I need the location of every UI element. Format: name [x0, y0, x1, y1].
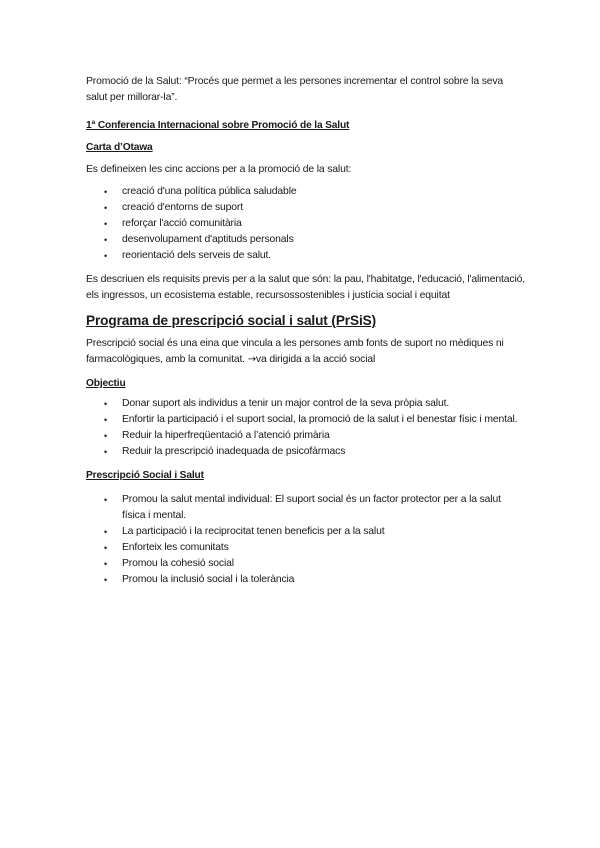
right-arrow-icon: →	[247, 354, 256, 365]
bullet-icon: •	[104, 431, 108, 441]
bullet-icon: •	[104, 495, 108, 505]
list-item: • Reduir la hiperfreqüentació a l’atenció primària	[86, 428, 526, 444]
list-item: • Enfortir la participació i el suport social, la promoció de la salut i el benestar físic i mental.	[86, 412, 526, 428]
bullet-icon: •	[104, 543, 108, 553]
bullet-icon: •	[104, 251, 108, 261]
list-item: • Promou la inclusió social i la tolerància	[86, 572, 526, 588]
conference-heading: 1ª Conferencia Internacional sobre Promoció de la Salut	[86, 120, 350, 131]
social-list	[86, 492, 526, 588]
bullet-icon: •	[104, 219, 108, 229]
social-heading: Prescripció Social i Salut	[86, 470, 204, 481]
bullet-icon: •	[104, 527, 108, 537]
bullet-icon: •	[104, 187, 108, 197]
list-item: • reforçar l'acció comunitària	[86, 216, 526, 232]
bullet-icon: •	[104, 559, 108, 569]
intro-paragraph: Promoció de la Salut: “Procés que permet a les persones incrementar el control sobre la seva salut per millorar-la”.	[86, 76, 504, 103]
actions-list	[86, 184, 526, 264]
bullet-icon: •	[104, 575, 108, 585]
list-item: • creació d'entorns de suport	[86, 200, 526, 216]
bullet-icon: •	[104, 203, 108, 213]
list-item: • creació d'una política pública saludable	[86, 184, 526, 200]
objective-heading: Objectiu	[86, 378, 126, 389]
document-body	[86, 74, 526, 588]
list-item: • Promou la cohesió social	[86, 556, 526, 572]
bullet-icon: •	[104, 235, 108, 245]
bullet-icon: •	[104, 447, 108, 457]
list-item: • Donar suport als individus a tenir un major control de la seva pròpia salut.	[86, 396, 526, 412]
list-item: • reorientació dels serveis de salut.	[86, 248, 526, 264]
program-description: Prescripció social és una eina que vincula a les persones amb fonts de suport no mèdiques ni farmacològiques, amb la comunitat. →va dirigida a la acció social	[86, 338, 504, 365]
charter-intro: Es defineixen les cinc accions per a la promoció de la salut:	[86, 164, 352, 175]
list-item: • La participació i la reciprocitat tenen beneficis per a la salut	[86, 524, 526, 540]
list-item: • desenvolupament d'aptituds personals	[86, 232, 526, 248]
bullet-icon: •	[104, 415, 108, 425]
requisites-paragraph: Es descriuen els requisits previs per a la salut que són: la pau, l'habitatge, l'educació, l'alimentació, els ingressos, un ecosistema estable, recursossostenibles i justícia social i equitat	[86, 274, 525, 301]
charter-heading: Carta d’Otawa	[86, 142, 153, 153]
list-item: • Promou la salut mental individual: El suport social és un factor protector per a la salut física i mental.	[104, 494, 501, 521]
list-item: • Enforteix les comunitats	[86, 540, 526, 556]
objectives-list	[86, 396, 526, 460]
list-item: • Reduir la prescripció inadequada de psicofàrmacs	[86, 444, 526, 460]
program-title: Programa de prescripció social i salut (PrSiS)	[86, 313, 377, 328]
bullet-icon: •	[104, 399, 108, 409]
